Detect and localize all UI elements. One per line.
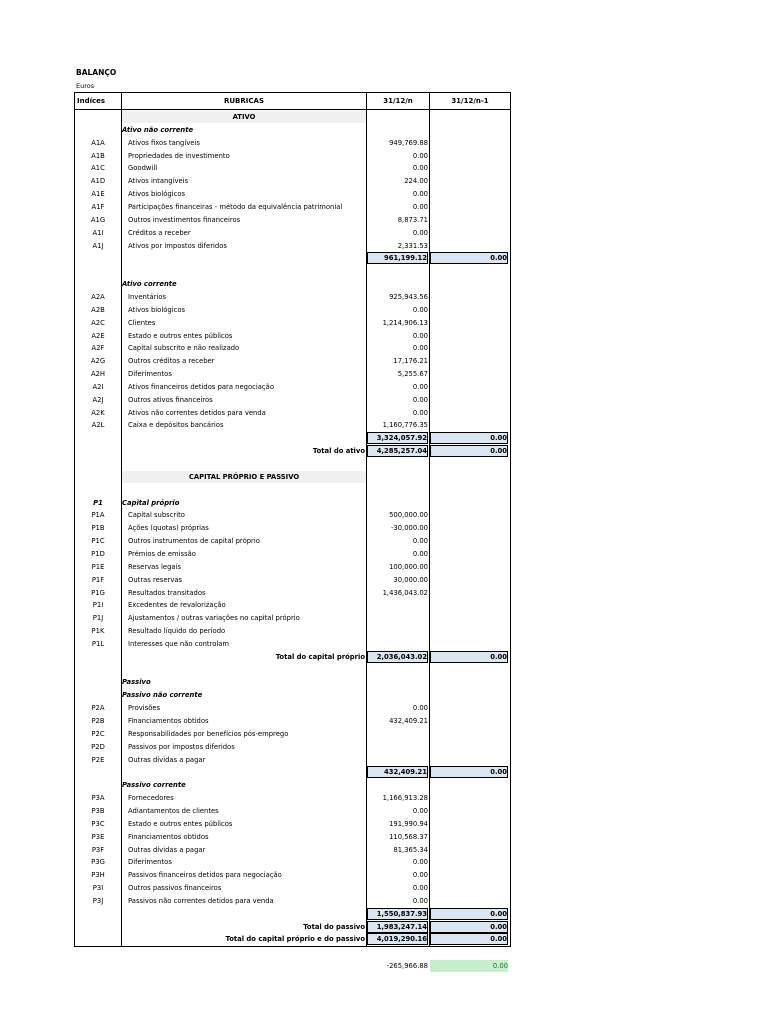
value-current: 4,019,290.16	[367, 933, 428, 945]
section-row	[0, 111, 768, 123]
value-current: 0.00	[412, 228, 428, 237]
row-label: Outros créditos a receber	[128, 357, 215, 366]
value-current: 500,000.00	[389, 511, 428, 520]
document-title: BALANÇO	[76, 68, 117, 77]
difference-value-previous: 0.00	[430, 960, 508, 972]
value-current: 0.00	[412, 151, 428, 160]
table-row	[0, 291, 768, 303]
row-label: Outras dívidas a pagar	[128, 845, 206, 854]
blank-row	[0, 484, 768, 496]
row-label: Clientes	[128, 318, 156, 327]
row-index: A2A	[91, 292, 105, 301]
difference-row	[0, 960, 768, 972]
value-current: 432,409.21	[367, 766, 428, 778]
header-rubricas: RUBRICAS	[121, 92, 367, 110]
row-label: Responsabilidades por benefícios pós-emprego	[128, 729, 289, 738]
total-row	[0, 445, 768, 457]
table-row	[0, 304, 768, 316]
row-index: P1L	[91, 639, 105, 648]
table-row	[0, 509, 768, 521]
value-current: 110,568.37	[389, 832, 428, 841]
table-row	[0, 175, 768, 187]
row-label: ATIVO	[122, 111, 366, 123]
value-current: 0.00	[412, 305, 428, 314]
group-row	[0, 124, 768, 136]
row-label: Ativos intangíveis	[128, 177, 189, 186]
row-index: P2B	[91, 717, 105, 725]
table-row	[0, 869, 768, 881]
row-label: Ativos biológicos	[128, 190, 186, 199]
table-row	[0, 548, 768, 560]
row-index: A1J	[92, 241, 104, 250]
value-current: 2,036,043.02	[367, 651, 428, 663]
row-label: Adiantamentos de clientes	[128, 806, 219, 815]
row-index: A2C	[91, 318, 105, 327]
table-row	[0, 355, 768, 367]
row-index: A1F	[91, 202, 105, 211]
row-label: Passivos não correntes detidos para venda	[128, 896, 274, 905]
blank-row	[0, 265, 768, 277]
table-row	[0, 317, 768, 329]
table-row	[0, 587, 768, 599]
value-current: 4,285,257.04	[367, 445, 428, 457]
grid-line	[366, 110, 367, 946]
row-index: P3I	[92, 884, 104, 892]
table-row	[0, 227, 768, 239]
row-label: Outros ativos financeiros	[128, 395, 213, 404]
table-row	[0, 754, 768, 766]
row-label: Diferimentos	[128, 370, 172, 378]
row-label: Outras reservas	[128, 575, 183, 584]
group-row	[0, 497, 768, 509]
blank-row	[0, 664, 768, 676]
row-label: Ativos por impostos diferidos	[128, 241, 227, 250]
table-row	[0, 535, 768, 547]
value-current: 1,436,043.02	[382, 588, 428, 597]
table-row	[0, 895, 768, 907]
value-current: 0.00	[412, 331, 428, 340]
row-label: Resultado líquido do período	[128, 627, 226, 635]
value-current: 1,214,906.13	[382, 318, 428, 327]
row-label: Total do passivo	[303, 922, 365, 931]
group-row	[0, 689, 768, 701]
row-label: Ajustamentos / outras variações no capital próprio	[128, 614, 300, 623]
total-row	[0, 921, 768, 933]
grid-line	[429, 110, 430, 946]
row-index: P1	[93, 498, 103, 507]
total-row	[0, 651, 768, 663]
table-row	[0, 831, 768, 843]
table-bottom-border	[74, 946, 511, 947]
row-index: P3G	[91, 858, 105, 867]
value-current: 0.00	[412, 704, 428, 713]
table-row	[0, 715, 768, 727]
table-row	[0, 394, 768, 406]
table-row	[0, 805, 768, 817]
row-index: A1E	[91, 190, 105, 199]
value-current: 81,365.34	[393, 845, 428, 854]
value-current: 0.00	[412, 395, 428, 404]
value-current: 432,409.21	[389, 717, 428, 725]
row-label: Resultados transitados	[128, 588, 206, 597]
row-index: P3C	[91, 819, 105, 828]
value-current: 0.00	[412, 549, 428, 558]
row-label: Passivo	[122, 678, 151, 687]
row-index: A2K	[91, 408, 105, 417]
table-row	[0, 599, 768, 611]
value-previous: 0.00	[430, 445, 508, 457]
row-index: A2G	[90, 357, 106, 366]
table-row	[0, 638, 768, 650]
value-previous: 0.00	[430, 766, 508, 778]
row-index: P1G	[91, 588, 105, 597]
row-index: P3H	[91, 871, 105, 880]
row-index: A2H	[90, 370, 106, 378]
row-index: A2J	[92, 395, 104, 404]
table-row	[0, 561, 768, 573]
row-index: A2B	[91, 305, 105, 314]
row-label: Outros investimentos financeiros	[128, 215, 241, 224]
value-previous: 0.00	[430, 432, 508, 444]
value-current: 30,000.00	[393, 575, 428, 584]
row-label: Capital subscrito e não realizado	[128, 344, 240, 353]
row-index: P1B	[91, 524, 105, 533]
value-current: 0.00	[412, 858, 428, 867]
table-row	[0, 844, 768, 856]
value-current: 0.00	[412, 884, 428, 892]
table-row	[0, 407, 768, 419]
row-label: Participações financeiras - método da equivalência patrimonial	[128, 202, 343, 211]
table-row	[0, 612, 768, 624]
row-index: A1D	[90, 177, 106, 186]
row-label: Excedentes de revalorização	[128, 601, 226, 610]
value-previous: 0.00	[430, 908, 508, 920]
row-index: P1C	[91, 537, 105, 546]
row-label: Provisões	[128, 704, 161, 713]
row-label: Ativo corrente	[122, 280, 177, 288]
value-current: 0.00	[412, 896, 428, 905]
value-current: 191,990.94	[389, 819, 428, 828]
row-label: Caixa e depósitos bancários	[128, 421, 224, 430]
table-row	[0, 856, 768, 868]
value-current: 2,331.53	[397, 241, 428, 250]
row-label: Financiamentos obtidos	[128, 832, 209, 841]
table-row	[0, 728, 768, 740]
table-row	[0, 330, 768, 342]
value-current: 0.00	[412, 537, 428, 546]
row-label: Estado e outros entes públicos	[128, 819, 233, 828]
table-row	[0, 137, 768, 149]
row-label: Ações (quotas) próprias	[128, 524, 209, 533]
row-index: P3J	[92, 896, 104, 905]
value-current: 1,166,913.28	[382, 794, 428, 803]
row-label: Outros instrumentos de capital próprio	[128, 537, 260, 546]
value-current: -30,000.00	[390, 524, 428, 533]
subtotal-row	[0, 432, 768, 444]
row-index: P2A	[91, 704, 105, 713]
value-previous: 0.00	[430, 651, 508, 663]
row-label: Interesses que não controlam	[128, 639, 230, 648]
row-index: P1A	[91, 511, 105, 520]
table-row	[0, 162, 768, 174]
value-current: 0.00	[412, 164, 428, 173]
row-index: A2L	[91, 421, 105, 430]
row-index: P1I	[92, 601, 104, 610]
value-current: 1,160,776.35	[382, 421, 428, 430]
row-index: P1F	[91, 575, 105, 584]
table-row	[0, 188, 768, 200]
table-row	[0, 368, 768, 380]
row-label: Total do capital próprio e do passivo	[225, 935, 365, 944]
row-label: Passivo não corrente	[122, 691, 203, 700]
table-row	[0, 381, 768, 393]
row-index: A2F	[91, 344, 105, 353]
currency-units: Euros	[76, 82, 95, 90]
blank-row	[0, 458, 768, 470]
table-row	[0, 818, 768, 830]
header-indices: Indíces	[74, 92, 122, 110]
row-label: CAPITAL PRÓPRIO E PASSIVO	[122, 471, 366, 483]
row-label: Inventários	[128, 292, 167, 301]
row-index: A1G	[90, 215, 106, 224]
row-label: Ativo não corrente	[122, 125, 194, 134]
value-current: 925,943.56	[389, 292, 428, 301]
table-row	[0, 625, 768, 637]
table-row	[0, 150, 768, 162]
row-index: A1I	[92, 228, 104, 237]
row-index: P1J	[92, 614, 104, 623]
header-col-previous: 31/12/n-1	[429, 92, 511, 110]
value-current: 1,550,837.93	[367, 908, 428, 920]
row-index: P2E	[91, 755, 105, 764]
value-current: 100,000.00	[389, 562, 428, 571]
row-label: Ativos fixos tangíveis	[128, 138, 200, 147]
table-row	[0, 702, 768, 714]
row-label: Fornecedores	[128, 794, 174, 803]
row-label: Passivos por impostos diferidos	[128, 742, 235, 751]
header-col-current: 31/12/n	[366, 92, 430, 110]
row-label: Ativos não correntes detidos para venda	[128, 408, 266, 417]
value-previous: 0.00	[430, 921, 508, 933]
row-index: A1A	[91, 138, 105, 147]
row-label: Reservas legais	[128, 562, 181, 571]
total-row	[0, 933, 768, 945]
table-row	[0, 792, 768, 804]
value-current: 0.00	[412, 202, 428, 211]
table-row	[0, 214, 768, 226]
value-previous: 0.00	[430, 933, 508, 945]
row-index: P3E	[91, 832, 105, 841]
value-current: 17,176.21	[393, 357, 428, 366]
row-label: Prémios de emissão	[128, 549, 196, 558]
row-label: Ativos financeiros detidos para negociação	[128, 382, 274, 391]
row-label: Total do ativo	[312, 447, 365, 456]
value-current: 3,324,057.92	[367, 432, 428, 444]
value-current: 5,255.67	[397, 370, 428, 378]
grid-line	[121, 110, 122, 946]
row-label: Capital próprio	[122, 498, 180, 507]
row-index: P2D	[91, 742, 105, 751]
difference-value-current: -265,966.88	[386, 962, 428, 971]
value-current: 961,199.12	[367, 252, 428, 264]
table-row	[0, 240, 768, 252]
table-row	[0, 741, 768, 753]
row-index: A1C	[91, 164, 105, 173]
value-current: 0.00	[412, 382, 428, 391]
value-current: 224.00	[404, 177, 428, 186]
row-label: Financiamentos obtidos	[128, 717, 209, 725]
subtotal-row	[0, 252, 768, 264]
row-label: Passivo corrente	[122, 781, 186, 790]
row-label: Outros passivos financeiros	[128, 884, 222, 892]
value-previous: 0.00	[430, 252, 508, 264]
subtotal-row	[0, 766, 768, 778]
group-row	[0, 676, 768, 688]
group-row	[0, 278, 768, 290]
row-index: A2E	[91, 331, 105, 340]
table-row	[0, 522, 768, 534]
value-current: 0.00	[412, 408, 428, 417]
row-label: Capital subscrito	[128, 511, 185, 520]
value-current: 8,873.71	[397, 215, 428, 224]
section-row	[0, 471, 768, 483]
table-row	[0, 419, 768, 431]
group-row	[0, 779, 768, 791]
row-index: P1K	[91, 627, 105, 635]
row-index: A1B	[91, 151, 105, 160]
table-row	[0, 574, 768, 586]
row-label: Ativos biológicos	[128, 305, 186, 314]
row-index: P3B	[91, 806, 105, 815]
row-index: P2C	[91, 729, 105, 738]
row-label: Estado e outros entes públicos	[128, 331, 233, 340]
grid-line	[510, 110, 511, 946]
value-current: 0.00	[412, 806, 428, 815]
row-label: Propriedades de investimento	[128, 151, 230, 160]
value-current: 1,983,247.14	[367, 921, 428, 933]
row-label: Goodwill	[128, 164, 158, 173]
table-row	[0, 342, 768, 354]
row-label: Outras dívidas a pagar	[128, 755, 206, 764]
subtotal-row	[0, 908, 768, 920]
row-index: P3F	[91, 845, 105, 854]
row-index: A2I	[92, 382, 104, 391]
table-row	[0, 201, 768, 213]
row-index: P3A	[91, 794, 105, 803]
value-current: 0.00	[412, 344, 428, 353]
value-current: 0.00	[412, 190, 428, 199]
grid-line	[74, 110, 75, 946]
row-label: Total do capital próprio	[275, 652, 365, 661]
table-row	[0, 882, 768, 894]
row-label: Créditos a receber	[128, 228, 191, 237]
value-current: 949,769.88	[389, 138, 428, 147]
row-label: Diferimentos	[128, 858, 172, 867]
value-current: 0.00	[412, 871, 428, 880]
row-index: P1D	[91, 549, 105, 558]
row-label: Passivos financeiros detidos para negociação	[128, 871, 282, 880]
row-index: P1E	[91, 562, 105, 571]
